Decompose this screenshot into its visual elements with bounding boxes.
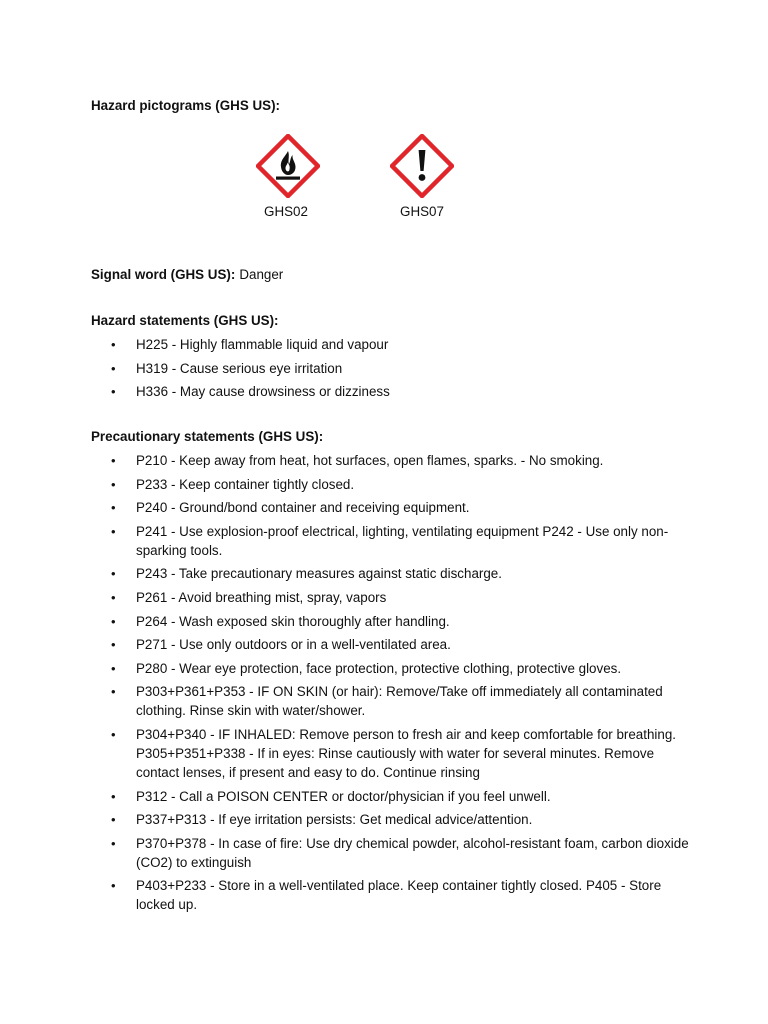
list-item: • P271 - Use only outdoors or in a well-ventilated area. bbox=[111, 635, 691, 654]
list-item: • P280 - Wear eye protection, face protection, protective clothing, protective gloves. bbox=[111, 659, 691, 678]
list-item: • P337+P313 - If eye irritation persists: Get medical advice/attention. bbox=[111, 810, 691, 829]
list-item: • P241 - Use explosion-proof electrical, lighting, ventilating equipment P242 - Use only non-sparking tools. bbox=[111, 522, 691, 560]
pictograms-heading: Hazard pictograms (GHS US): bbox=[91, 98, 280, 113]
list-item: • P312 - Call a POISON CENTER or doctor/physician if you feel unwell. bbox=[111, 787, 691, 806]
list-item: • P403+P233 - Store in a well-ventilated place. Keep container tightly closed. P405 - Store locked up. bbox=[111, 876, 691, 914]
hazard-statements-heading: Hazard statements (GHS US): bbox=[91, 313, 279, 328]
precautionary-statements-heading: Precautionary statements (GHS US): bbox=[91, 429, 324, 444]
pictogram-code-ghs07: GHS07 bbox=[400, 204, 444, 219]
list-item: • P261 - Avoid breathing mist, spray, vapors bbox=[111, 588, 691, 607]
list-item: • P240 - Ground/bond container and receiving equipment. bbox=[111, 498, 691, 517]
signal-word-value: Danger bbox=[239, 267, 284, 282]
list-item: • H225 - Highly flammable liquid and vapour bbox=[111, 335, 691, 354]
exclamation-icon bbox=[390, 134, 454, 198]
flame-icon bbox=[256, 134, 320, 198]
hazard-statements-list bbox=[111, 335, 691, 406]
signal-word-label: Signal word (GHS US): bbox=[91, 267, 236, 282]
list-item: • P264 - Wash exposed skin thoroughly after handling. bbox=[111, 612, 691, 631]
list-item: • P303+P361+P353 - IF ON SKIN (or hair): Remove/Take off immediately all contaminated clothing. Rinse skin with water/shower. bbox=[111, 682, 691, 720]
list-item: • H336 - May cause drowsiness or dizziness bbox=[111, 382, 691, 401]
pictogram-code-ghs02: GHS02 bbox=[264, 204, 308, 219]
list-item: • P304+P340 - IF INHALED: Remove person to fresh air and keep comfortable for breathing. P305+P351+P338 - If in eyes: Rinse cautiously with water for several minutes. Remove contact lenses, if present and easy to do. Continue rinsing bbox=[111, 725, 691, 782]
signal-word bbox=[91, 267, 283, 283]
precautionary-statements-list bbox=[111, 451, 691, 919]
list-item: • P210 - Keep away from heat, hot surfaces, open flames, sparks. - No smoking. bbox=[111, 451, 691, 470]
list-item: • P243 - Take precautionary measures against static discharge. bbox=[111, 564, 691, 583]
list-item: • P233 - Keep container tightly closed. bbox=[111, 475, 691, 494]
list-item: • H319 - Cause serious eye irritation bbox=[111, 359, 691, 378]
list-item: • P370+P378 - In case of fire: Use dry chemical powder, alcohol-resistant foam, carbon dioxide (CO2) to extinguish bbox=[111, 834, 691, 872]
